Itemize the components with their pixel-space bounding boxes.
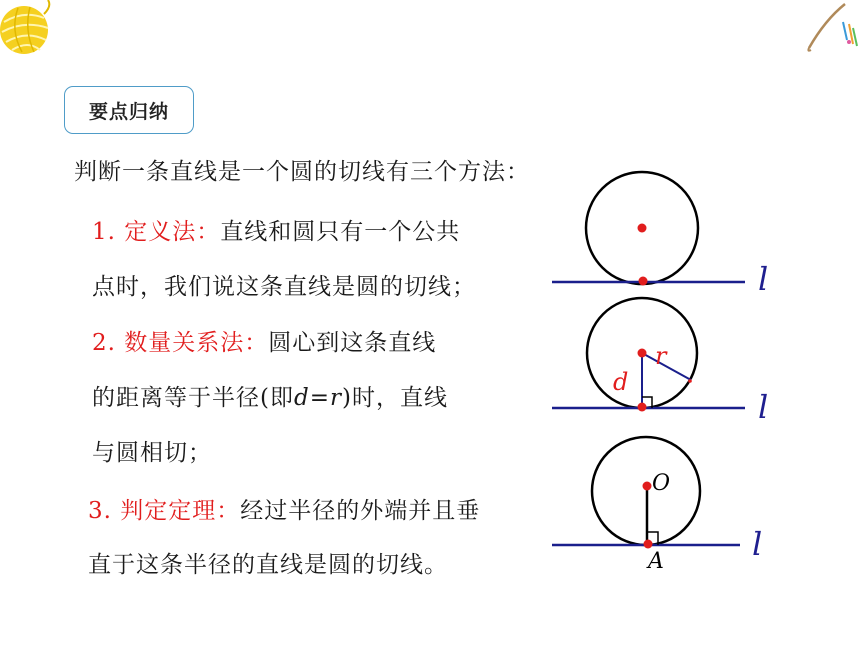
fig2-radius-end-point — [688, 379, 692, 383]
fig2-foot-point — [638, 403, 647, 412]
fig3-point-a — [644, 540, 653, 549]
symbol-r: r — [330, 385, 342, 411]
fig2-distance-label: d — [613, 368, 629, 396]
figure-2-distance — [552, 298, 768, 426]
fig1-line-label: l — [758, 260, 769, 298]
fig3-center-point — [643, 482, 652, 491]
fig2-radius-segment — [642, 353, 691, 380]
method-1-line-2: 点时，我们说这条直线是圆的切线； — [92, 274, 476, 300]
method-3-line-1 — [88, 492, 480, 525]
intro-text: 判断一条直线是一个圆的切线有三个方法： — [74, 159, 530, 185]
yarn-ball-icon — [0, 0, 60, 60]
method-2-line-3: 与圆相切； — [92, 440, 212, 466]
fig1-tangent-point — [639, 277, 648, 286]
method-2-text-pre: 的距离等于半径(即 — [92, 385, 294, 411]
fig3-line-label: l — [752, 525, 763, 563]
method-3-line-2: 直于这条半径的直线是圆的切线。 — [88, 552, 448, 578]
method-1-text: 直线和圆只有一个公共 — [220, 219, 461, 245]
method-2-text: 圆心到这条直线 — [268, 330, 437, 356]
key-points-badge: 要点归纳 — [64, 86, 194, 134]
method-3-title: 3. 判定定理： — [88, 498, 241, 524]
method-2-title: 2. 数量关系法： — [92, 330, 269, 356]
fig2-line-label: l — [758, 388, 769, 426]
figure-3-theorem — [552, 437, 762, 574]
figure-1-definition — [552, 172, 768, 298]
method-1-line-1 — [92, 213, 460, 246]
method-2-line-1 — [92, 324, 436, 357]
method-2-text-post: )时，直线 — [342, 385, 448, 411]
fig2-center-point — [638, 349, 647, 358]
tangent-figures — [540, 160, 860, 580]
feather-quill-icon — [805, 0, 860, 60]
method-2-line-2 — [92, 379, 448, 412]
method-1-title: 1. 定义法： — [92, 219, 221, 245]
fig3-center-label: O — [652, 471, 671, 496]
fig3-point-a-label: A — [648, 549, 664, 574]
symbol-d: d — [293, 385, 310, 411]
equals-sign: = — [309, 385, 330, 411]
fig1-center-point — [638, 224, 647, 233]
fig2-radius-label: r — [655, 342, 667, 370]
method-3-text: 经过半径的外端并且垂 — [240, 498, 481, 524]
